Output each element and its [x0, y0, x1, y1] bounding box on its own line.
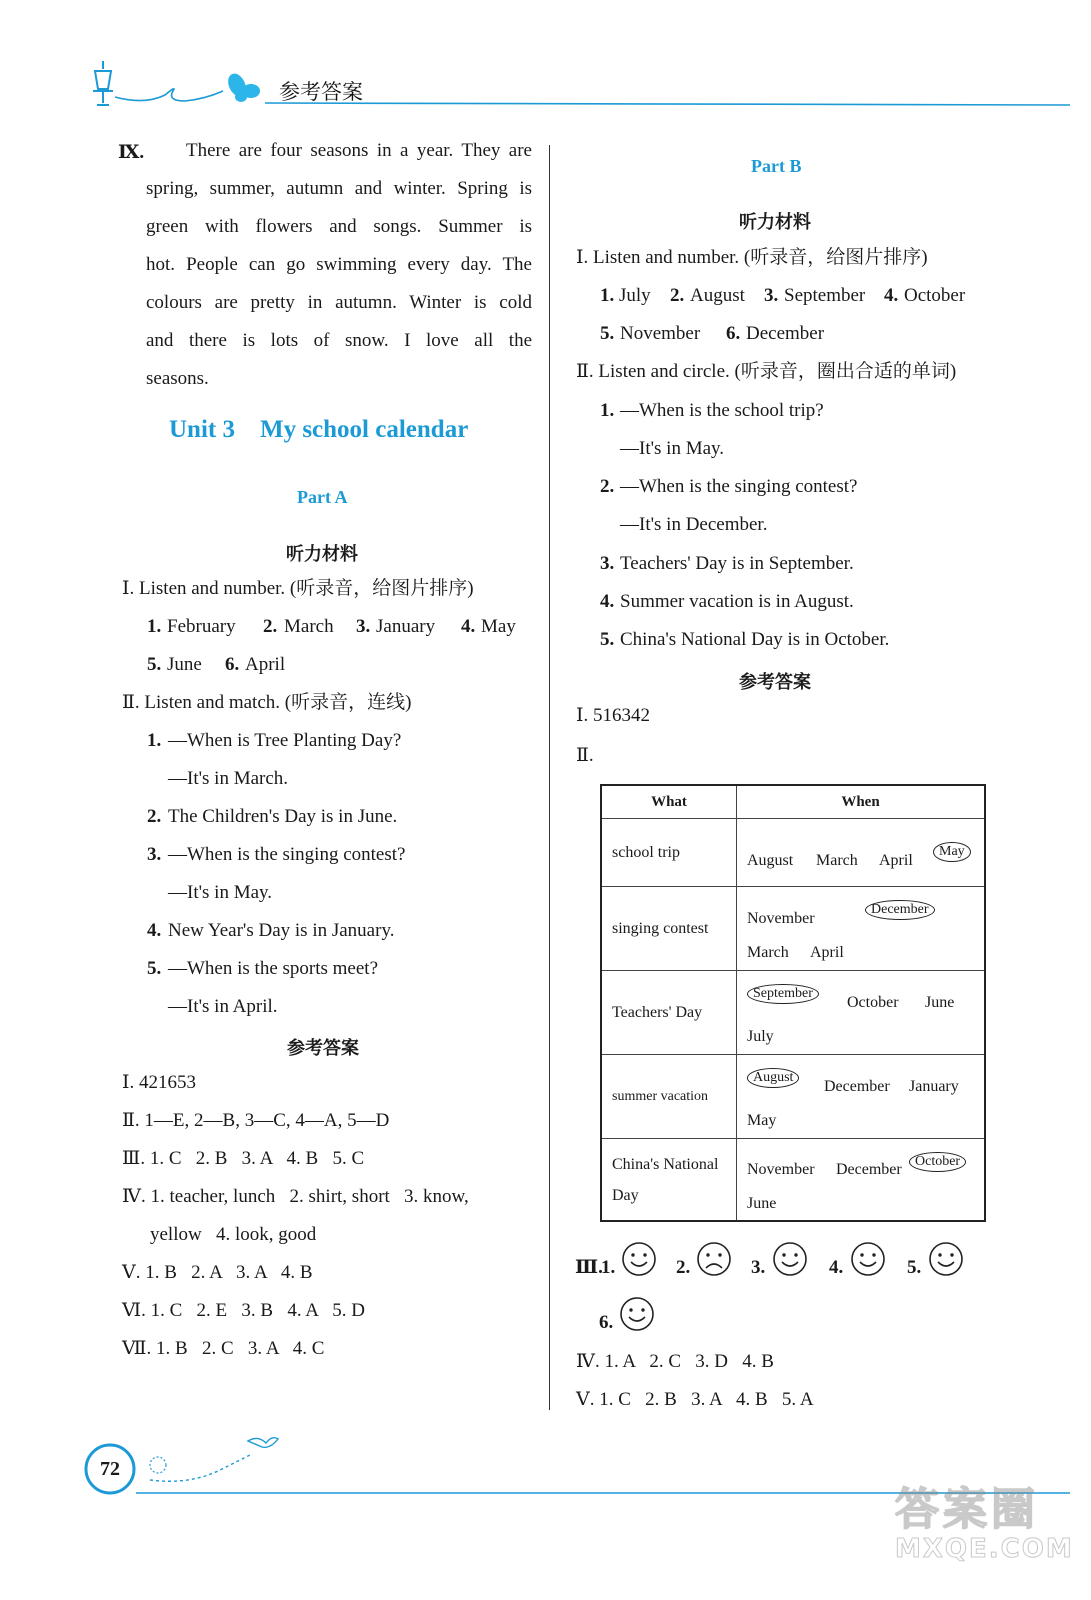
month-option: January: [909, 1077, 959, 1095]
sad-face-icon: [696, 1241, 732, 1277]
circled-month: May: [933, 842, 971, 862]
item-text: December: [746, 323, 825, 344]
happy-face-icon: [772, 1241, 808, 1277]
answer-line: Ⅳ. 1. A 2. C 3. D 4. B: [576, 1351, 774, 1372]
dialogue-line: —When is the singing contest?: [168, 844, 406, 865]
ix-line: hot. People can go swimming every day. The: [146, 254, 532, 275]
when-cell: [737, 971, 986, 1055]
line-number: 3.: [600, 553, 615, 574]
answer-line: Ⅵ. 1. C 2. E 3. B 4. A 5. D: [122, 1300, 365, 1321]
ix-label: Ⅸ.: [118, 142, 145, 163]
dialogue-line: —When is the sports meet?: [168, 958, 379, 979]
left-s1-heading: Ⅰ. Listen and number. (听录音，给图片排序): [122, 578, 474, 599]
month-option: August: [747, 851, 794, 869]
what-cell: school trip: [601, 819, 737, 887]
month-option: July: [747, 1027, 774, 1045]
unit-title: Unit 3 My school calendar: [169, 416, 469, 443]
watermark-url: MXQE.COM: [895, 1534, 1074, 1564]
what-cell: singing contest: [601, 887, 737, 971]
face-number: 3.: [751, 1257, 766, 1278]
left-s2-heading: Ⅱ. Listen and match. (听录音，连线): [122, 692, 412, 713]
ix-line: seasons.: [146, 368, 209, 389]
month-option: June: [747, 1195, 777, 1213]
item-text: May: [481, 616, 516, 637]
item-text: April: [245, 654, 286, 675]
line-number: 5.: [147, 958, 162, 979]
table-row: [601, 819, 985, 887]
when-cell: [737, 887, 986, 971]
left-answers-title: 参考答案: [287, 1038, 359, 1059]
left-listening-title: 听力材料: [286, 544, 358, 565]
circled-month: September: [747, 984, 819, 1004]
what-cell: Teachers' Day: [601, 971, 737, 1055]
table-row: [601, 1055, 985, 1139]
col-header-when: When: [737, 785, 986, 819]
item-number: 3.: [764, 285, 779, 306]
answer-line: Ⅲ. 1. C 2. B 3. A 4. B 5. C: [122, 1148, 365, 1169]
circled-month: August: [747, 1068, 799, 1088]
item-text: March: [284, 616, 334, 637]
column-divider: [549, 145, 550, 1410]
ix-line: and there is lots of snow. I love all the: [146, 330, 532, 351]
month-option: December: [824, 1077, 890, 1095]
circled-month: October: [909, 1152, 966, 1172]
item-number: 3.: [356, 616, 371, 637]
item-text: July: [619, 285, 651, 306]
month-option: November: [747, 1161, 815, 1179]
answer-line: Ⅴ. 1. C 2. B 3. A 4. B 5. A: [576, 1389, 814, 1410]
answer-line: Ⅱ.: [576, 745, 594, 766]
dialogue-line: —It's in December.: [620, 514, 768, 535]
butterfly-icon: [225, 71, 260, 102]
what-cell: summer vacation: [601, 1055, 737, 1139]
line-number: 1.: [600, 400, 615, 421]
dialogue-line: —It's in April.: [168, 996, 278, 1017]
answer-iii-label: Ⅲ.: [575, 1257, 603, 1278]
face-number: 4.: [829, 1257, 844, 1278]
what-line: Day: [612, 1187, 639, 1205]
table-row: [601, 1139, 985, 1221]
line-number: 4.: [600, 591, 615, 612]
part-a-title: Part A: [297, 487, 348, 507]
item-text: August: [690, 285, 745, 306]
right-s2-heading: Ⅱ. Listen and circle. (听录音，圈出合适的单词): [576, 361, 957, 382]
right-listening-title: 听力材料: [739, 212, 811, 233]
item-text: November: [620, 323, 701, 344]
ix-line: green with flowers and songs. Summer is: [146, 216, 532, 237]
ix-line: colours are pretty in autumn. Winter is cold: [146, 292, 532, 313]
month-option: December: [836, 1161, 902, 1179]
dialogue-line: —It's in May.: [620, 438, 725, 459]
col-header-what: What: [601, 785, 737, 819]
face-number: 2.: [676, 1257, 691, 1278]
item-number: 6.: [225, 654, 240, 675]
item-number: 1.: [147, 616, 162, 637]
answer-line: Ⅳ. 1. teacher, lunch 2. shirt, short 3. know,: [122, 1186, 469, 1207]
item-text: October: [904, 285, 966, 306]
line-number: 2.: [600, 476, 615, 497]
item-text: January: [376, 616, 436, 637]
happy-face-icon: [850, 1241, 886, 1277]
answer-table: [600, 784, 986, 1222]
dialogue-line: —When is Tree Planting Day?: [168, 730, 402, 751]
face-number: 6.: [599, 1312, 614, 1333]
table-header-row: [601, 785, 985, 819]
answer-line: Ⅰ. 516342: [576, 705, 651, 726]
ix-line: spring, summer, autumn and winter. Spring is: [146, 178, 532, 199]
month-option: May: [747, 1111, 777, 1129]
item-number: 2.: [263, 616, 278, 637]
dialogue-line: New Year's Day is in January.: [168, 920, 395, 941]
answer-line: Ⅱ. 1—E, 2—B, 3—C, 4—A, 5—D: [122, 1110, 390, 1131]
when-cell: [737, 1055, 986, 1139]
face-number: 5.: [907, 1257, 922, 1278]
dialogue-line: Summer vacation is in August.: [620, 591, 854, 612]
dialogue-line: Teachers' Day is in September.: [620, 553, 854, 574]
part-b-title: Part B: [751, 156, 802, 176]
line-number: 3.: [147, 844, 162, 865]
happy-face-icon: [621, 1241, 657, 1277]
header-decoration: [85, 55, 1075, 115]
dialogue-line: —It's in March.: [168, 768, 289, 789]
item-number: 4.: [461, 616, 476, 637]
item-number: 5.: [600, 323, 615, 344]
item-number: 6.: [726, 323, 741, 344]
item-number: 2.: [670, 285, 685, 306]
dialogue-line: The Children's Day is in June.: [168, 806, 398, 827]
month-option: June: [925, 993, 955, 1011]
item-number: 4.: [884, 285, 899, 306]
happy-face-icon: [928, 1241, 964, 1277]
answer-line: Ⅰ. 421653: [122, 1072, 197, 1093]
item-number: 1.: [600, 285, 615, 306]
month-option: April: [810, 943, 844, 961]
dialogue-line: China's National Day is in October.: [620, 629, 890, 650]
lamp-icon: [93, 61, 113, 105]
answer-line: yellow 4. look, good: [150, 1224, 317, 1245]
item-text: June: [167, 654, 202, 675]
table-row: [601, 887, 985, 971]
page-number: 72: [100, 1458, 120, 1480]
month-option: April: [879, 851, 913, 869]
line-number: 2.: [147, 806, 162, 827]
table-row: [601, 971, 985, 1055]
month-option: March: [816, 851, 858, 869]
circled-month: December: [865, 900, 935, 920]
item-number: 5.: [147, 654, 162, 675]
answer-line: Ⅴ. 1. B 2. A 3. A 4. B: [122, 1262, 313, 1283]
dialogue-line: —When is the school trip?: [620, 400, 824, 421]
line-number: 1.: [147, 730, 162, 751]
month-option: October: [847, 993, 899, 1011]
item-text: September: [784, 285, 866, 306]
month-option: November: [747, 909, 815, 927]
line-number: 4.: [147, 920, 162, 941]
watermark-logo: 答案圈: [895, 1484, 1039, 1535]
line-number: 5.: [600, 629, 615, 650]
when-cell: [737, 819, 986, 887]
dialogue-line: —It's in May.: [168, 882, 273, 903]
face-number: 1.: [601, 1257, 616, 1278]
header-title: 参考答案: [279, 80, 363, 104]
right-s1-heading: Ⅰ. Listen and number. (听录音，给图片排序): [576, 247, 928, 268]
happy-face-icon: [619, 1296, 655, 1332]
ix-line: There are four seasons in a year. They are: [186, 140, 532, 161]
what-line: China's National: [612, 1156, 719, 1174]
answer-line: Ⅶ. 1. B 2. C 3. A 4. C: [122, 1338, 325, 1359]
item-text: February: [167, 616, 236, 637]
watermark: [895, 1485, 1074, 1563]
dialogue-line: —When is the singing contest?: [620, 476, 858, 497]
when-cell: [737, 1139, 986, 1221]
month-option: March: [747, 943, 789, 961]
what-cell: [601, 1139, 737, 1221]
right-answers-title: 参考答案: [739, 672, 811, 693]
